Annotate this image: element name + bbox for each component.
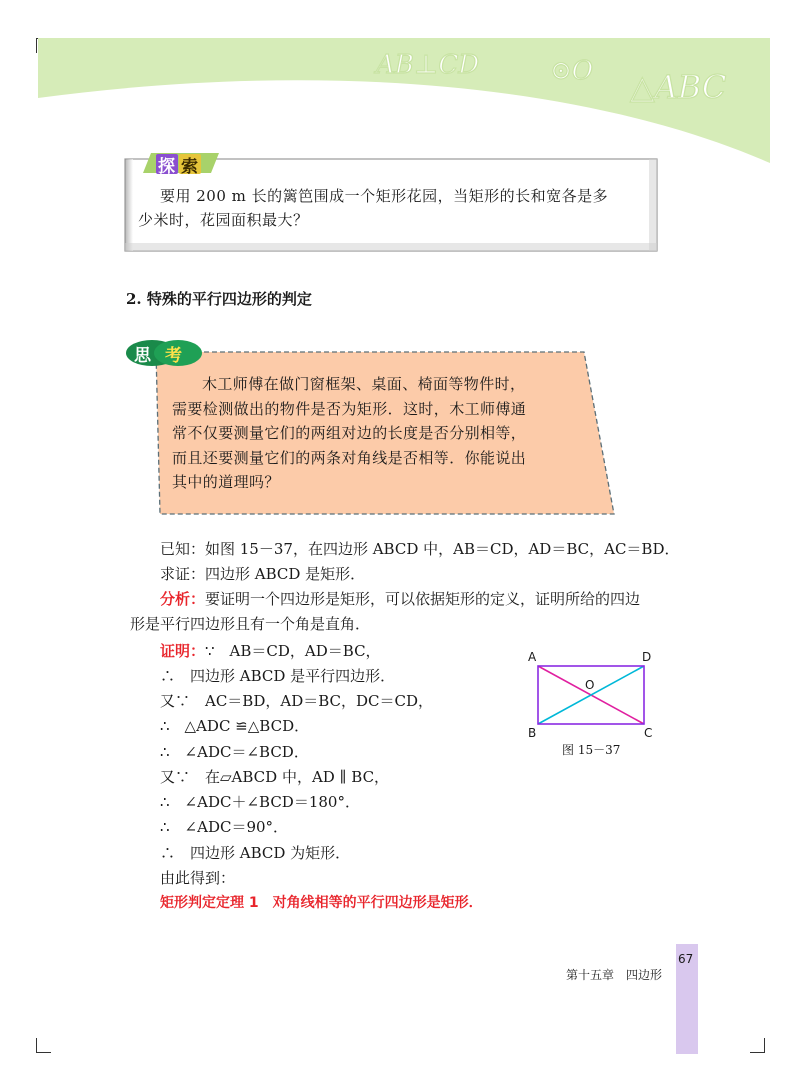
vertex-label-c: C (644, 726, 653, 740)
proof-step-2: ∴ 四边形 ABCD 是平行四边形． (160, 667, 396, 685)
banner-math-perpendicular: AB⊥CD (376, 50, 480, 80)
proof-step-7: ∴ ∠ADC＋∠BCD＝180°． (160, 793, 360, 811)
center-label-o: O (585, 678, 595, 692)
banner-math-triangle: △ABC (630, 68, 727, 106)
think-line-3: 常不仅要测量它们的两组对边的长度是否分别相等， (172, 424, 527, 442)
explore-tag-char-1: 探 (158, 157, 175, 177)
think-line-1: 木工师傅在做门窗框架、桌面、椅面等物件时， (202, 375, 526, 393)
theorem-text: 矩形判定定理 1 对角线相等的平行四边形是矩形． (160, 895, 483, 911)
analysis-label: 分析： (160, 590, 206, 608)
given-text: 已知：如图 15－37，在四边形 ABCD 中，AB＝CD，AD＝BC，AC＝BD． (160, 540, 680, 558)
explore-text: 要用 200 m 长的篱笆围成一个矩形花园，当矩形的长和宽各是多少米时，花园面积最大？ (138, 187, 609, 229)
think-tag-char-1: 思 (134, 346, 151, 366)
proof-step-1 (160, 640, 381, 661)
proof-step-9: ∴ 四边形 ABCD 为矩形． (160, 844, 351, 862)
proof-step-8: ∴ ∠ADC＝90°． (160, 818, 289, 836)
section-heading: 2. 特殊的平行四边形的判定 (126, 290, 312, 308)
think-line-4: 而且还要测量它们的两条对角线是否相等．你能说出 (172, 448, 527, 467)
vertex-label-a: A (528, 650, 537, 664)
think-line-5: 其中的道理吗？ (172, 473, 280, 491)
proof-step-5: ∴ ∠ADC＝∠BCD． (160, 743, 309, 761)
think-text (172, 372, 582, 495)
banner-math-circle: ⊙O (550, 56, 594, 86)
proof-step-10: 由此得到： (160, 869, 236, 887)
think-line-2: 需要检测做出的物件是否为矩形．这时，木工师傅通 (172, 399, 527, 418)
analysis-line-2: 形是平行四边形且有一个角是直角． (130, 615, 371, 633)
vertex-label-d: D (642, 650, 652, 664)
crop-mark-bottom-left (36, 1038, 51, 1053)
proof-step-6: 又∵ 在▱ABCD 中，AD ∥ BC， (160, 768, 390, 786)
chapter-label: 第十五章 四边形 (566, 968, 663, 982)
proof-step-4: ∴ △ADC ≌△BCD． (160, 717, 310, 735)
figure-15-37 (520, 648, 670, 768)
analysis-text-1: 要证明一个四边形是矩形，可以依据矩形的定义，证明所给的四边 (205, 590, 641, 608)
analysis-line-1 (160, 588, 640, 609)
prove-text: 求证：四边形 ABCD 是矩形． (160, 565, 366, 583)
crop-mark-bottom-right (750, 1038, 765, 1053)
vertex-label-b: B (528, 726, 537, 740)
header-banner (38, 38, 770, 163)
think-tag-char-2: 考 (165, 346, 182, 366)
proof-step-1-text: ∵ AB＝CD，AD＝BC， (205, 642, 381, 660)
figure-caption: 图 15－37 (562, 743, 621, 757)
explore-tag-char-2: 索 (181, 157, 198, 177)
proof-step-3: 又∵ AC＝BD，AD＝BC，DC＝CD， (160, 692, 434, 710)
proof-label: 证明： (160, 642, 206, 660)
page-number: 67 (678, 952, 694, 966)
